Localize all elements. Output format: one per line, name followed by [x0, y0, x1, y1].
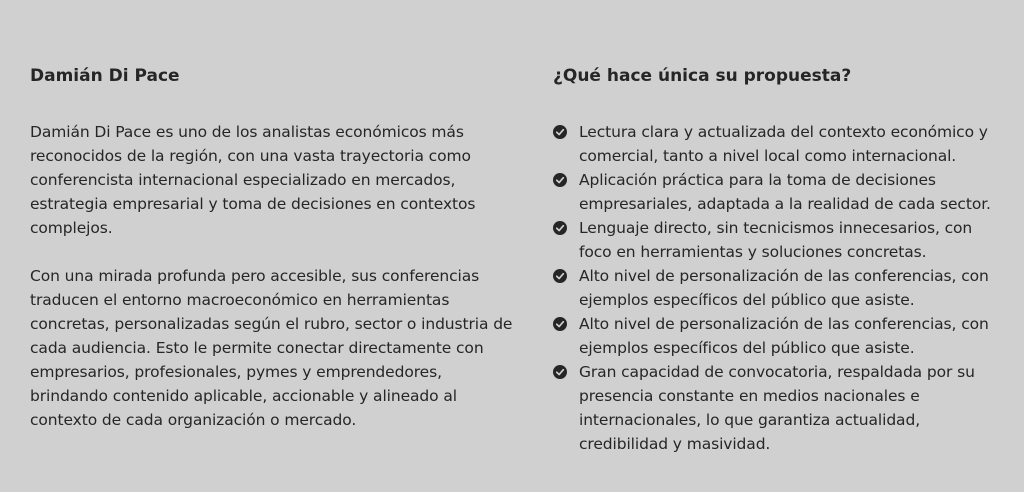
proposal-list	[553, 120, 1003, 456]
list-item	[553, 264, 1003, 312]
list-item-text: Alto nivel de personalización de las conferencias, con ejemplos específicos del público que asiste.	[579, 315, 989, 357]
list-item-text: Alto nivel de personalización de las conferencias, con ejemplos específicos del público que asiste.	[579, 267, 989, 309]
speaker-name-heading: Damián Di Pace	[30, 66, 180, 86]
list-item	[553, 120, 1003, 168]
list-item	[553, 216, 1003, 264]
list-item	[553, 312, 1003, 360]
check-circle-icon	[553, 173, 567, 187]
check-circle-icon	[553, 317, 567, 331]
list-item	[553, 360, 1003, 456]
list-item-text: Lenguaje directo, sin tecnicismos innecesarios, con foco en herramientas y soluciones concretas.	[579, 219, 973, 261]
speaker-bio-section	[30, 62, 520, 456]
unique-proposal-section	[553, 62, 1003, 456]
list-item	[553, 168, 1003, 216]
list-item-text: Aplicación práctica para la toma de decisiones empresariales, adaptada a la realidad de cada sector.	[579, 171, 991, 213]
list-item-text: Lectura clara y actualizada del contexto económico y comercial, tanto a nivel local como internacional.	[579, 123, 988, 165]
bio-paragraph-2: Con una mirada profunda pero accesible, sus conferencias traducen el entorno macroeconómico en herramientas concretas, personalizadas según el rubro, sector o industria de cada audiencia. Esto le permite conectar directamente con empresarios, profesionales, pymes y emprendedores, brindando contenido aplicable, accionable y alineado al contexto de cada organización o mercado.	[30, 267, 513, 429]
list-item-text: Gran capacidad de convocatoria, respaldada por su presencia constante en medios nacionales e internacionales, lo que garantiza actualidad, credibilidad y masividad.	[579, 363, 975, 453]
check-circle-icon	[553, 269, 567, 283]
check-circle-icon	[553, 125, 567, 139]
check-circle-icon	[553, 365, 567, 379]
proposal-heading: ¿Qué hace única su propuesta?	[553, 66, 852, 86]
bio-paragraph-1: Damián Di Pace es uno de los analistas económicos más reconocidos de la región, con una vasta trayectoria como conferencista internacional especializado en mercados, estrategia empresarial y toma de decisiones en contextos complejos.	[30, 123, 476, 237]
check-circle-icon	[553, 221, 567, 235]
